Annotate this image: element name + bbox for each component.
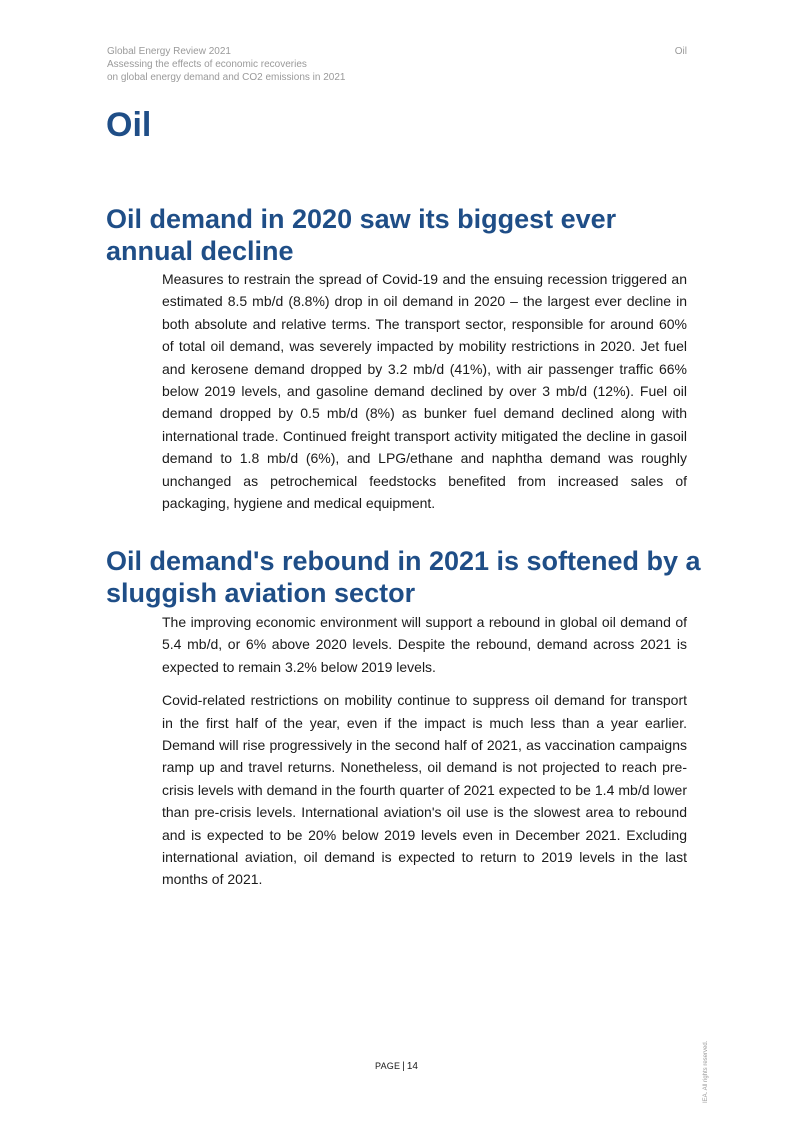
section-body-2020-decline xyxy=(162,268,687,514)
report-title: Global Energy Review 2021 xyxy=(107,46,231,57)
page-title: Oil xyxy=(106,106,152,144)
paragraph: The improving economic environment will support a rebound in global oil demand of 5.4 mb/d, or 6% above 2020 levels. Despite the rebound, demand across 2021 is expected to remain 3.2% below 2019 levels. xyxy=(162,614,687,675)
page-separator: | xyxy=(402,1061,405,1072)
page-number: 14 xyxy=(406,1061,418,1072)
section-body-2021-rebound xyxy=(162,611,687,891)
paragraph: Measures to restrain the spread of Covid-19 and the ensuing recession triggered an estimated 8.5 mb/d (8.8%) drop in oil demand in 2020 – the largest ever decline in both absolute and relative terms. The transport sector, responsible for around 60% of total oil demand, was severely impacted by mobility restrictions in 2020. Jet fuel and kerosene demand dropped by 3.2 mb/d (41%), with air passenger traffic 66% below 2019 levels, and gasoline demand declined by over 3 mb/d (12%). Fuel oil demand dropped by 0.5 mb/d (8%) as bunker fuel demand declined along with international trade. Continued freight transport activity mitigated the decline in gasoil demand to 1.8 mb/d (6%), and LPG/ethane and naphtha demand was roughly unchanged as petrochemical feedstocks benefited from increased sales of packaging, hygiene and medical equipment. xyxy=(162,271,687,512)
running-header xyxy=(107,45,346,84)
page-label: PAGE xyxy=(375,1061,401,1071)
page-number-footer xyxy=(0,1061,793,1072)
section-heading-2021-rebound: Oil demand's rebound in 2021 is softened by a sluggish aviation sector xyxy=(106,546,701,608)
section-label: Oil xyxy=(674,46,687,57)
report-subtitle-line-2: on global energy demand and CO2 emissions in 2021 xyxy=(107,72,346,83)
paragraph: Covid-related restrictions on mobility continue to suppress oil demand for transport in the first half of the year, even if the impact is much less than a year earlier. Demand will rise progressively in the second half of 2021, as vaccination campaigns ramp up and travel returns. Nonetheless, oil demand is not projected to reach pre-crisis levels with demand in the fourth quarter of 2021 expected to be 1.4 mb/d lower than pre-crisis levels. International aviation's oil use is the slowest area to rebound and is expected to be 20% below 2019 levels even in December 2021. Excluding international aviation, oil demand is expected to return to 2019 levels in the last months of 2021. xyxy=(162,692,687,888)
report-subtitle-line-1: Assessing the effects of economic recoveries xyxy=(107,59,307,70)
rights-notice: IEA. All rights reserved. xyxy=(703,1040,709,1103)
section-heading-2020-decline: Oil demand in 2020 saw its biggest ever annual decline xyxy=(106,204,617,266)
